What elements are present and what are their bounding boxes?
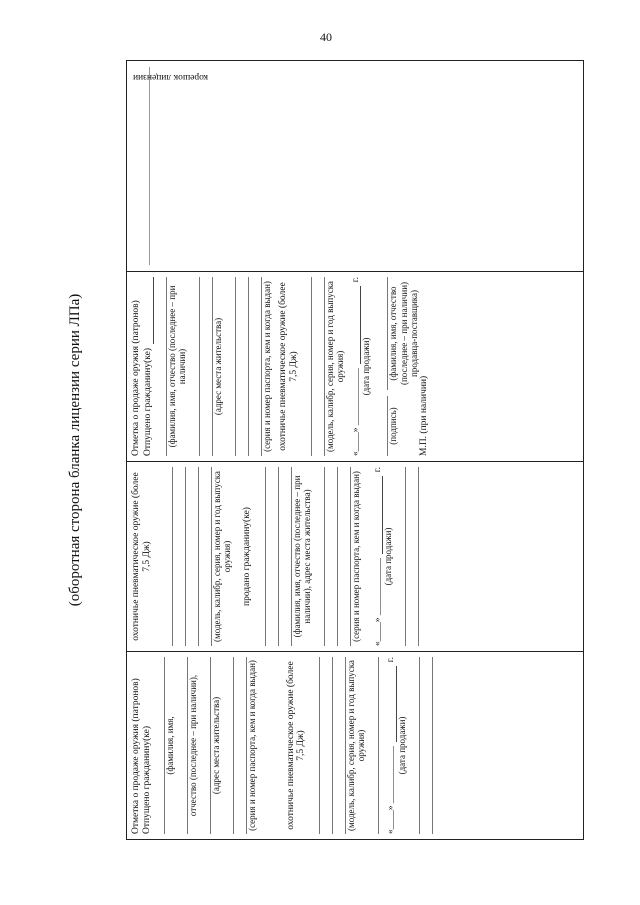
sale-date-hint: (дата продажи) — [396, 716, 407, 775]
signature-row — [375, 277, 418, 456]
seller-hint: (фамилия, имя, отчество (последнее – при наличии) продавца-поставщика) — [388, 281, 419, 386]
weapon-line-1[interactable] — [299, 277, 312, 456]
fio-hint: (фамилия, имя, — [165, 716, 176, 775]
passport-line-2[interactable] — [325, 467, 338, 646]
fio-line[interactable] — [152, 657, 165, 834]
model-line[interactable] — [366, 657, 379, 834]
signature-line[interactable] — [375, 396, 388, 456]
date-prefix: «____» ____________ — [386, 746, 397, 834]
page-number: 40 — [320, 30, 332, 44]
address-hint: (адрес места жительства) — [211, 696, 222, 795]
sale-mark-section-1 — [127, 651, 583, 839]
year-suffix: г. — [386, 657, 397, 663]
sale-date-row[interactable] — [371, 467, 383, 646]
weapon-type: охотничье пневматическое оружие (более 7,5 Дж) — [277, 282, 299, 451]
buyer-line-2[interactable] — [266, 467, 279, 646]
sold-to-label: Отпущено гражданину(ке) — [141, 726, 152, 834]
passport-line-1[interactable] — [223, 277, 236, 456]
stub-label: корешок лицензии — [133, 71, 209, 82]
fio-hint: (фамилия, имя, отчество (последнее – при наличии) — [166, 285, 187, 448]
sold-to-label: продано гражданину(ке) — [242, 507, 253, 606]
sale-mark-title: Отметка о продаже оружия (патронов) — [131, 678, 141, 834]
address-line-1[interactable] — [187, 277, 200, 456]
weapon-line-2[interactable] — [312, 277, 325, 456]
address-hint: (адрес места жительства) — [212, 317, 223, 416]
date-fill-line[interactable] — [385, 666, 397, 742]
sale-date-hint: (дата продажи) — [361, 337, 372, 396]
weapon-line-3[interactable] — [186, 467, 199, 646]
extra-line-2[interactable] — [420, 657, 433, 834]
model-hint: (модель, калибр, серия, номер и год выпуска оружия) — [345, 660, 366, 831]
extra-line-1[interactable] — [407, 657, 420, 834]
weapon-line-2[interactable] — [320, 657, 333, 834]
date-fill-line[interactable] — [349, 286, 361, 364]
stamp-label: М.П. (при наличии) — [418, 375, 429, 456]
buyer-line-3[interactable] — [279, 467, 292, 646]
address-line[interactable] — [198, 657, 211, 834]
weapon-line-2[interactable] — [173, 467, 186, 646]
rotated-form-sheet — [62, 60, 582, 840]
year-suffix: г. — [350, 277, 361, 283]
weapon-line-1[interactable] — [160, 467, 173, 646]
sold-to-fill-line[interactable] — [142, 277, 154, 344]
extra-line-1[interactable] — [393, 467, 406, 646]
date-fill-line[interactable] — [371, 476, 383, 554]
weapon-type: охотничье пневматическое оружие (более 7,5 Дж) — [131, 472, 152, 641]
stub-top-field — [127, 67, 150, 265]
seller-line[interactable] — [375, 277, 388, 390]
license-back-form — [126, 60, 584, 840]
sale-date-hint: (дата продажи) — [383, 527, 394, 586]
sale-date-row[interactable] — [385, 657, 397, 834]
model-hint: (модель, калибр, серия, номер и год выпуска оружия) — [325, 281, 346, 452]
patronymic-hint: отчество (последнее – при наличии), — [188, 674, 199, 817]
address-line-2[interactable] — [221, 657, 234, 834]
sale-mark-section-2 — [127, 461, 583, 651]
model-hint: (модель, калибр, серия, номер и год выпуска оружия) — [212, 471, 233, 642]
weapon-line-1[interactable] — [307, 657, 320, 834]
fio-line[interactable] — [154, 277, 167, 456]
passport-hint: (серия и номер паспорта, кем и когда выдан) — [247, 660, 258, 831]
sale-date-row[interactable] — [349, 277, 361, 456]
sale-mark-section-3 — [127, 271, 583, 461]
date-prefix: «____» ____________ — [350, 368, 361, 456]
passport-line-2[interactable] — [236, 277, 249, 456]
passport-line-3[interactable] — [249, 277, 262, 456]
passport-line-1[interactable] — [312, 467, 325, 646]
passport-line-3[interactable] — [338, 467, 351, 646]
form-caption: (оборотная сторона бланка лицензии серии ЛПа) — [67, 293, 83, 607]
fio-address-hint: (фамилия, имя, отчество (последнее – при наличии), адрес места жительства) — [292, 475, 313, 638]
license-stub-section — [127, 61, 583, 271]
passport-hint: (серия и номер паспорта, кем и когда выдан) — [261, 281, 272, 452]
date-prefix: «____» ____________ — [372, 558, 383, 646]
weapon-line-4[interactable] — [199, 467, 212, 646]
signature-hint: (подпись) — [388, 407, 399, 445]
sold-to-label: Отпущено гражданину(ке) — [143, 348, 153, 456]
buyer-line-1[interactable] — [253, 467, 266, 646]
sold-to-row[interactable] — [142, 277, 154, 456]
extra-line-2[interactable] — [406, 467, 419, 646]
fio-line-2[interactable] — [175, 657, 188, 834]
sale-mark-title: Отметка о продаже оружия (патронов) — [131, 300, 141, 456]
weapon-line-3[interactable] — [333, 657, 346, 834]
passport-hint: (серия и номер паспорта, кем и когда выдан) — [351, 471, 362, 642]
year-suffix: г. — [372, 467, 383, 473]
address-line-2[interactable] — [200, 277, 213, 456]
passport-line[interactable] — [234, 657, 247, 834]
weapon-type: охотничье пневматическое оружие (более 7,5 Дж) — [285, 661, 307, 830]
